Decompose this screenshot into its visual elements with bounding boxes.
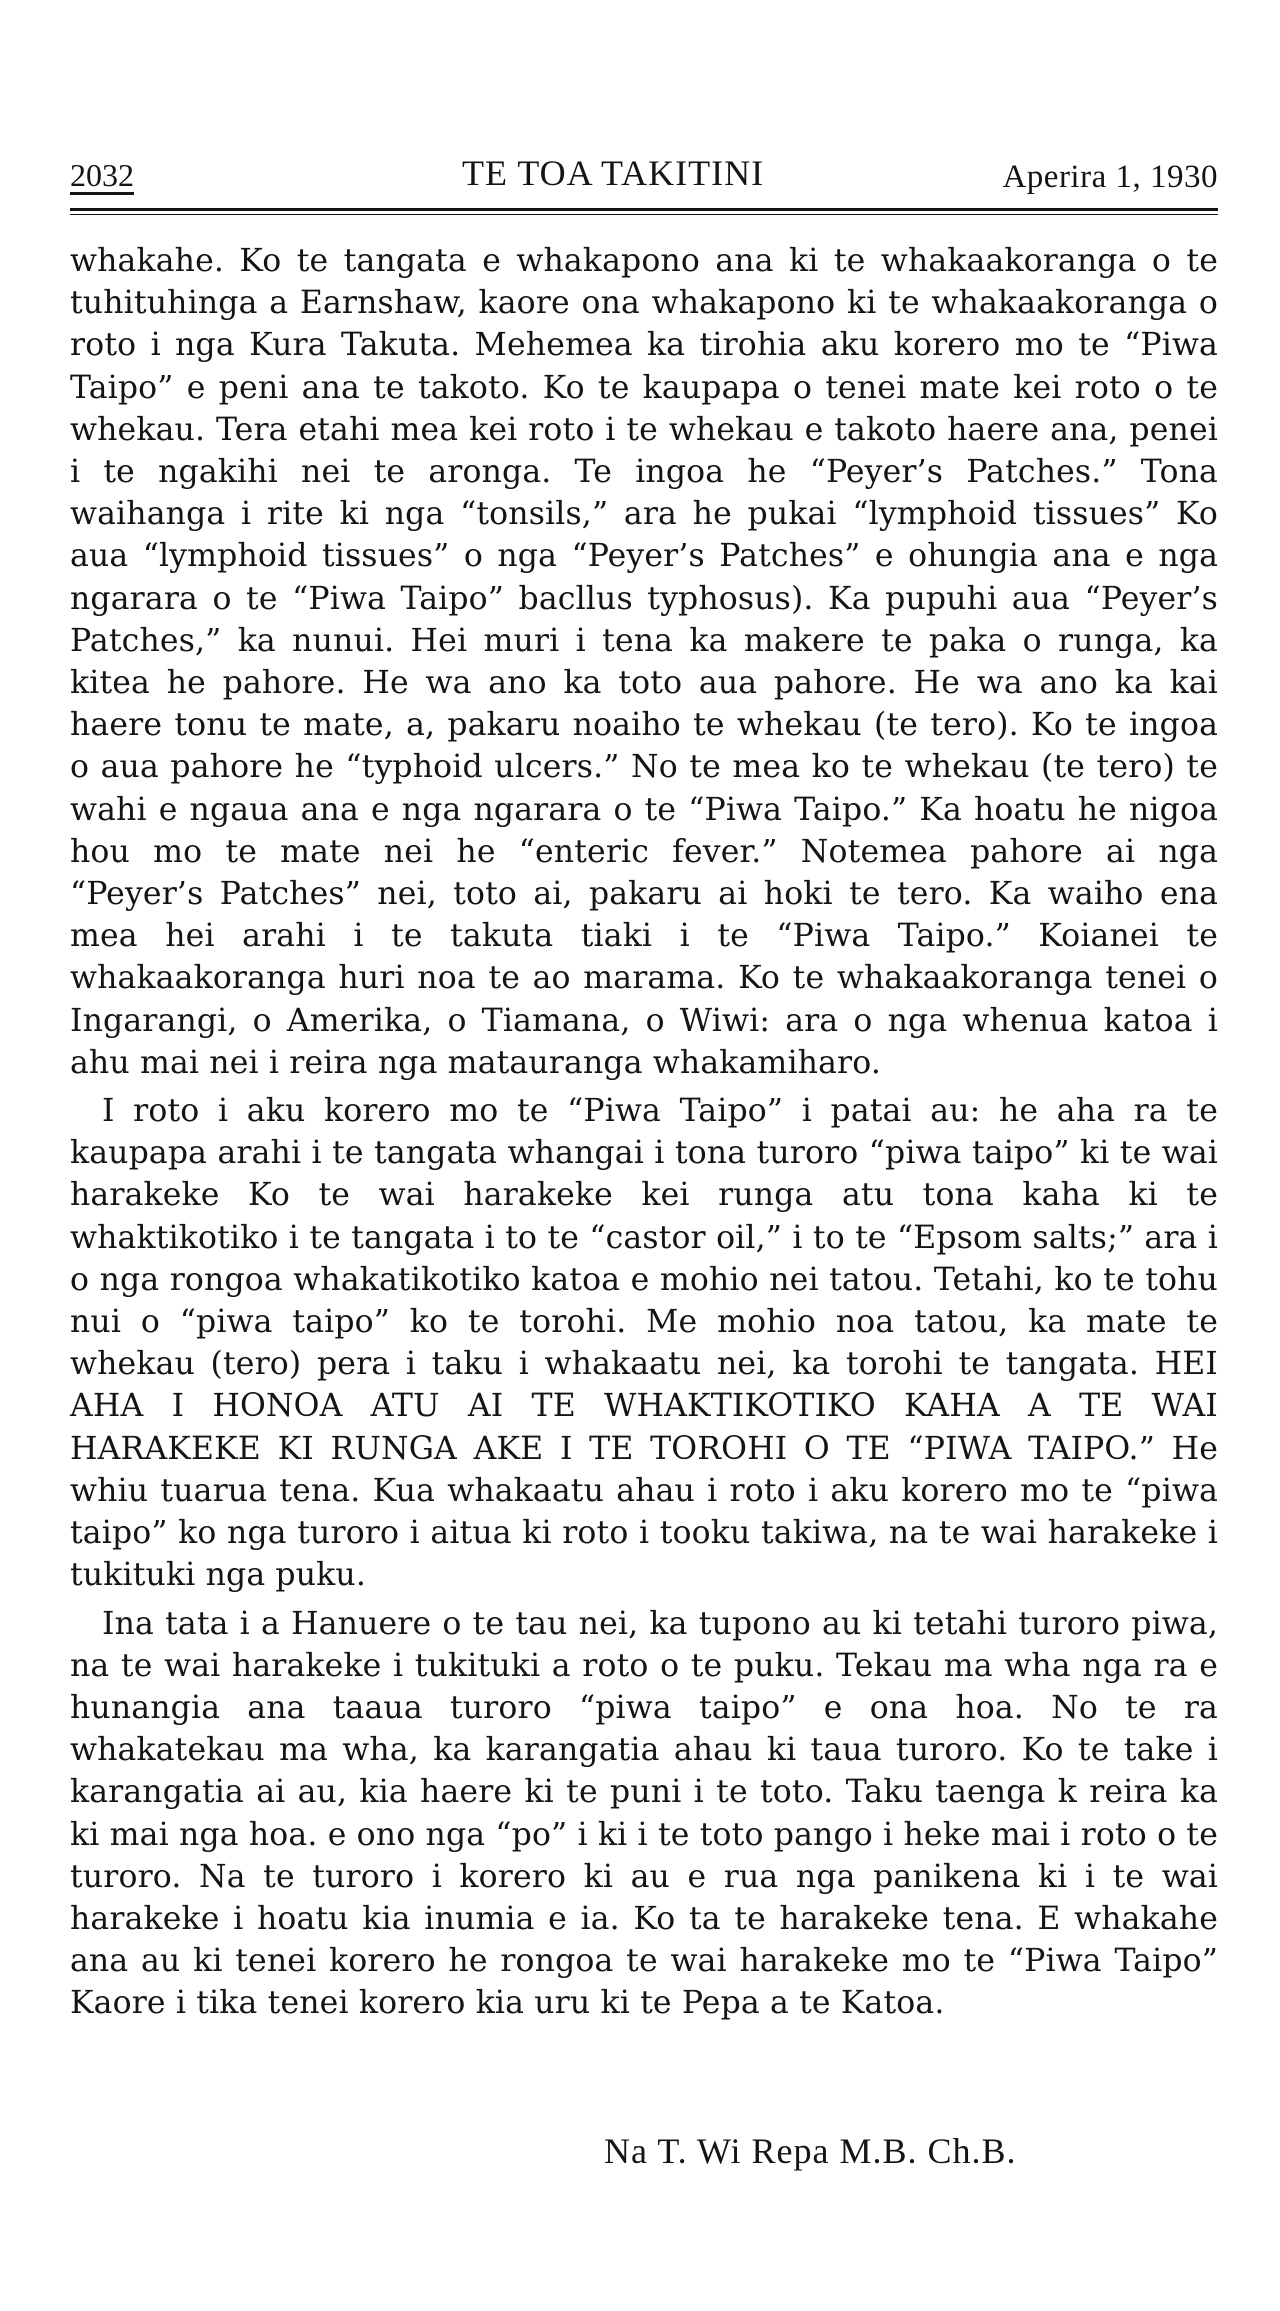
paragraph-2: I roto i aku korero mo te “Piwa Taipo” i patai au: he aha ra te kaupapa arahi i te tangata whangai i tona turoro “piwa taipo” ki te wai harakeke Ko te wai harakeke kei runga atu tona kaha ki te whaktikotiko i te tangata i to te “castor oil,” i to te “Epsom salts;” ara i o nga rongoa whakatikotiko katoa e mohio nei tatou. Tetahi, ko te tohu nui o “piwa taipo” ko te torohi. Me mohio noa tatou, ka mate te whekau (tero) pera i taku i whakaatu nei, ka torohi te tangata. HEI AHA I HONOA ATU AI TE WHAKTIKOTIKO KAHA A TE WAI HARAKEKE KI RUNGA AKE I TE TOROHI O TE “PIWA TAIPO.” He whiu tuarua tena. Kua whakaatu ahau i roto i aku korero mo te “piwa taipo” ko nga turoro i aitua ki roto i tooku takiwa, na te wai harakeke i tukituki nga puku. <box>70 1093 1218 1594</box>
paragraph-1: whakahe. Ko te tangata e whakapono ana ki te whakaakoranga o te tuhituhinga a Earnshaw, kaore ona whakapono ki te whakaakoranga o roto i nga Kura Takuta. Mehemea ka tirohia aku korero mo te “Piwa Taipo” e peni ana te takoto. Ko te kaupapa o tenei mate kei roto o te whekau. Tera etahi mea kei roto i te whekau e takoto haere ana, penei i te ngakihi nei te aronga. Te ingoa he “Peyer’s Patches.” Tona waihanga i rite ki nga “tonsils,” ara he pukai “lymphoid tissues” Ko aua “lymphoid tissues” o nga “Peyer’s Patches” e ohungia ana e nga ngarara o te “Piwa Taipo” bacllus typhosus). Ka pupuhi aua “Peyer’s Patches,” ka nunui. Hei muri i tena ka makere te paka o runga, ka kitea he pahore. He wa ano ka toto aua pahore. He wa ano ka kai haere tonu te mate, a, pakaru noaiho te whekau (te tero). Ko te ingoa o aua pahore he “typhoid ulcers.” No te mea ko te whekau (te tero) te wahi e ngaua ana e nga ngarara o te “Piwa Taipo.” Ka hoatu he nigoa hou mo te mate nei he “enteric fever.” Notemea pahore ai nga “Peyer’s Patches” nei, toto ai, pakaru ai hoki te tero. Ka waiho ena mea hei arahi i te takuta tiaki i te “Piwa Taipo.” Koianei te whakaakoranga huri noa te ao marama. Ko te whakaakoranga tenei o Ingarangi, o Amerika, o Tiamana, o Wiwi: ara o nga whenua katoa i ahu mai nei i reira nga matauranga whakamiharo. <box>70 243 1218 1081</box>
header-rule-thin <box>70 214 1218 215</box>
publication-title: TE TOA TAKITINI <box>462 153 765 193</box>
article-body <box>70 240 1218 2031</box>
page-number: 2032 <box>70 157 134 193</box>
issue-date: Aperira 1, 1930 <box>1002 159 1218 195</box>
header-rule <box>70 208 1218 211</box>
author-signature: Na T. Wi Repa M.B. Ch.B. <box>604 2131 1017 2171</box>
page-header <box>70 150 1218 202</box>
paragraph-3: Ina tata i a Hanuere o te tau nei, ka tupono au ki tetahi turoro piwa, na te wai harakeke i tukituki a roto o te puku. Tekau ma wha nga ra e hunangia ana taaua turoro “piwa taipo” e ona hoa. No te ra whakatekau ma wha, ka karangatia ahau ki taua turoro. Ko te take i karangatia ai au, kia haere ki te puni i te toto. Taku taenga k reira ka ki mai nga hoa. e ono nga “po” i ki i te toto pango i heke mai i roto o te turoro. Na te turoro i korero ki au e rua nga panikena ki i te wai harakeke i hoatu kia inumia e ia. Ko ta te harakeke tena. E whakahe ana au ki tenei korero he rongoa te wai harakeke mo te “Piwa Taipo” Kaore i tika tenei korero kia uru ki te Pepa a te Katoa. <box>70 1605 1218 2022</box>
